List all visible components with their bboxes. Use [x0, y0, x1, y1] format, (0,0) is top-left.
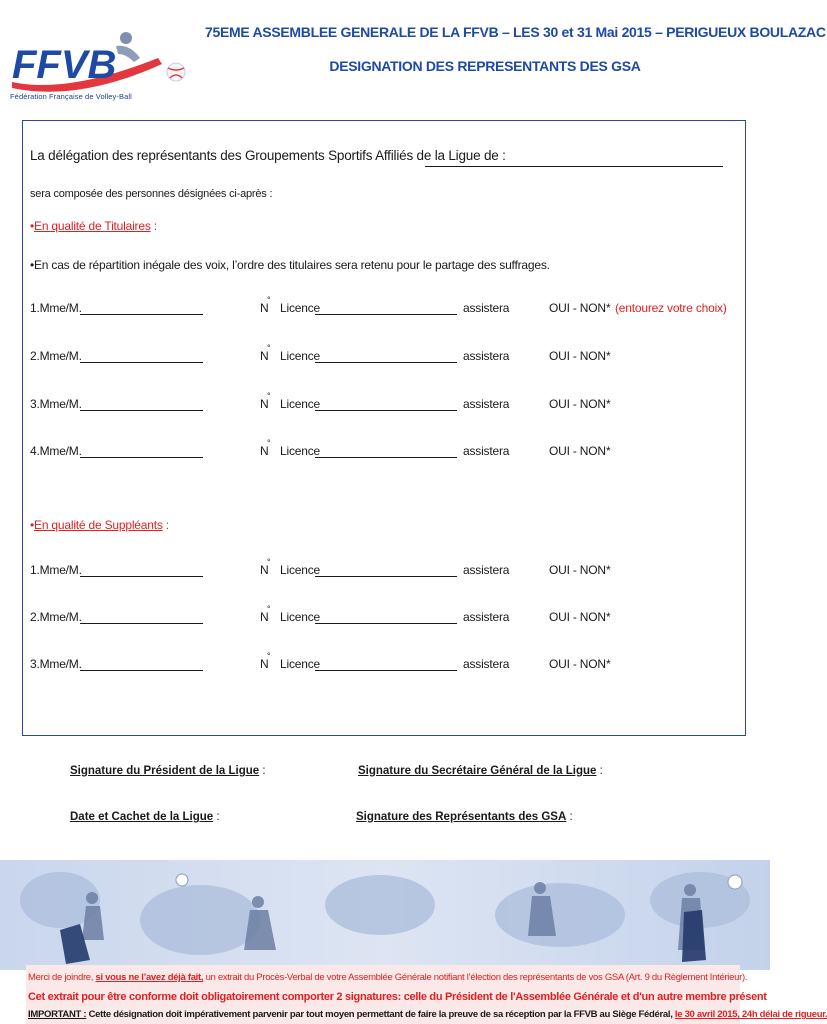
numero-label: N [260, 563, 269, 577]
licence-label: Licence [280, 301, 320, 315]
degree-mark: ° [267, 604, 271, 614]
asterisk: * [606, 397, 611, 411]
representative-name-field[interactable] [80, 301, 203, 315]
representative-name-field[interactable] [80, 444, 203, 458]
degree-mark: ° [267, 391, 271, 401]
circle-choice-hint: (entourez votre choix) [615, 301, 727, 315]
titulaires-heading: •En qualité de Titulaires : [30, 219, 157, 233]
licence-label: Licence [280, 444, 320, 458]
numero-label: N [260, 397, 269, 411]
page-title: 75EME ASSEMBLEE GENERALE DE LA FFVB – LES 30 et 31 Mai 2015 – PERIGUEUX BOULAZAC [205, 24, 826, 40]
representative-name-field[interactable] [80, 397, 203, 411]
licence-label: Licence [280, 563, 320, 577]
secretaire-signature-label: Signature du Secrétaire Général de la Ligue : [358, 765, 603, 777]
ligue-name-field[interactable] [425, 166, 723, 167]
footer-line-2: Cet extrait pour être conforme doit obligatoirement comporter 2 signatures: celle du Président de l'Assemblée Générale et d'un autre membre présent [28, 991, 767, 1003]
degree-mark: ° [267, 651, 271, 661]
asterisk: * [606, 563, 611, 577]
federation-name: Fédération Française de Volley-Ball [10, 92, 132, 101]
row-label: 1.Mme/M. [30, 301, 82, 315]
assistera-label: assistera [463, 563, 510, 577]
footer-line-1: Merci de joindre, si vous ne l’avez déjà fait, un extrait du Procès-Verbal de votre Assemblée Générale notifiant l’élection des représentants de vos GSA (Art. 9 du Règlement Intérieur). [28, 972, 748, 983]
licence-number-field[interactable] [315, 301, 457, 315]
representative-name-field[interactable] [80, 349, 203, 363]
asterisk: * [606, 349, 611, 363]
row-label: 3.Mme/M. [30, 397, 82, 411]
attendance-choice[interactable]: OUI - NON [549, 563, 606, 577]
attendance-choice[interactable]: OUI - NON [549, 444, 606, 458]
allocation-note: •En cas de répartition inégale des voix, l’ordre des titulaires sera retenu pour le partage des suffrages. [30, 258, 550, 272]
numero-label: N [260, 349, 269, 363]
licence-number-field[interactable] [315, 610, 457, 624]
attendance-choice[interactable]: OUI - NON [549, 397, 606, 411]
degree-mark: ° [267, 343, 271, 353]
attendance-choice[interactable]: OUI - NON [549, 301, 606, 315]
logo-wordmark: FFVB [12, 43, 117, 87]
numero-label: N [260, 657, 269, 671]
representants-signature-label: Signature des Représentants des GSA : [356, 811, 573, 823]
degree-mark: ° [267, 557, 271, 567]
date-cachet-label: Date et Cachet de la Ligue : [70, 811, 220, 823]
licence-number-field[interactable] [315, 657, 457, 671]
row-label: 1.Mme/M. [30, 563, 82, 577]
representative-name-field[interactable] [80, 563, 203, 577]
asterisk: * [606, 657, 611, 671]
asterisk: * [606, 444, 611, 458]
row-label: 2.Mme/M. [30, 349, 82, 363]
degree-mark: ° [267, 295, 271, 305]
suppleants-heading: •En qualité de Suppléants : [30, 518, 169, 532]
attendance-choice[interactable]: OUI - NON [549, 657, 606, 671]
asterisk: * [606, 301, 611, 315]
logo-player-head [120, 32, 132, 44]
row-label: 2.Mme/M. [30, 610, 82, 624]
licence-number-field[interactable] [315, 563, 457, 577]
designation-form-box [22, 120, 746, 736]
attendance-choice[interactable]: OUI - NON [549, 610, 606, 624]
licence-number-field[interactable] [315, 444, 457, 458]
numero-label: N [260, 444, 269, 458]
licence-label: Licence [280, 397, 320, 411]
president-signature-label: Signature du Président de la Ligue : [70, 765, 266, 777]
assistera-label: assistera [463, 349, 510, 363]
row-label: 3.Mme/M. [30, 657, 82, 671]
licence-label: Licence [280, 349, 320, 363]
licence-label: Licence [280, 657, 320, 671]
numero-label: N [260, 610, 269, 624]
attendance-choice[interactable]: OUI - NON [549, 349, 606, 363]
representative-name-field[interactable] [80, 610, 203, 624]
volleyball-photo-banner [0, 860, 770, 970]
representative-name-field[interactable] [80, 657, 203, 671]
compose-text: sera composée des personnes désignées ci-après : [30, 188, 273, 200]
row-label: 4.Mme/M. [30, 444, 82, 458]
logo-player-body [116, 46, 140, 62]
assistera-label: assistera [463, 301, 510, 315]
asterisk: * [606, 610, 611, 624]
footer-line-3: IMPORTANT : Cette désignation doit impérativement parvenir par tout moyen permettant de faire la preuve de sa réception par la FFVB au Siège Fédéral, le 30 avril 2015, 24h délai de rigueur. [28, 1009, 827, 1020]
assistera-label: assistera [463, 610, 510, 624]
licence-number-field[interactable] [315, 397, 457, 411]
logo-ball [167, 63, 185, 81]
intro-text: La délégation des représentants des Groupements Sportifs Affiliés de la Ligue de : [30, 148, 506, 163]
assistera-label: assistera [463, 397, 510, 411]
page-subtitle: DESIGNATION DES REPRESENTANTS DES GSA [329, 58, 641, 74]
assistera-label: assistera [463, 444, 510, 458]
licence-number-field[interactable] [315, 349, 457, 363]
assistera-label: assistera [463, 657, 510, 671]
licence-label: Licence [280, 610, 320, 624]
degree-mark: ° [267, 438, 271, 448]
numero-label: N [260, 301, 269, 315]
